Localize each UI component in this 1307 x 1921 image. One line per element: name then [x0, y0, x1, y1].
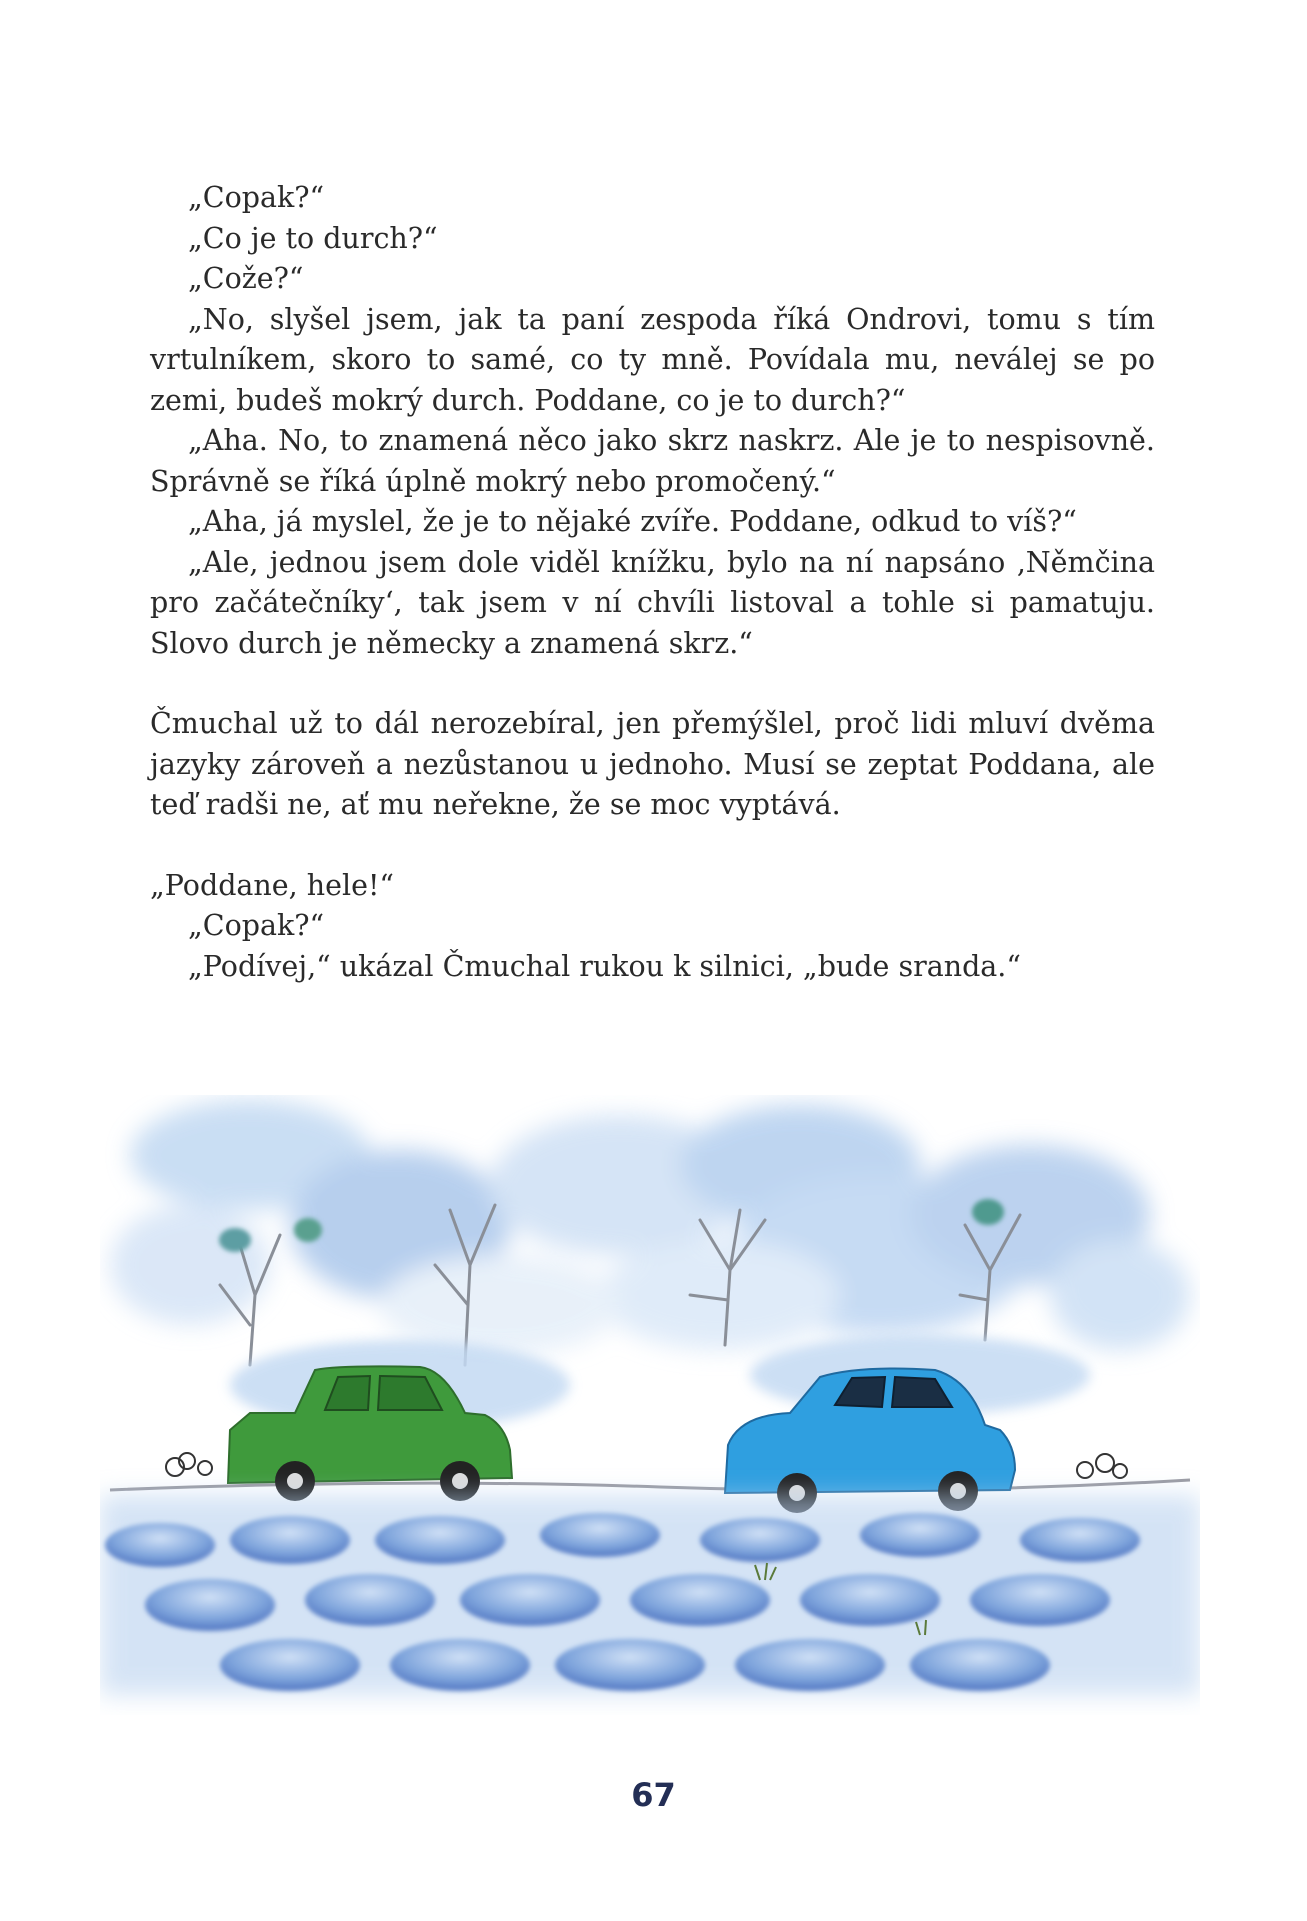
paragraph: „Copak?“	[188, 181, 325, 214]
page-number: 67	[631, 1776, 676, 1814]
paragraph: „Aha, já myslel, že je to nějaké zvíře. Poddane, odkud to víš?“	[188, 505, 1077, 538]
paragraph: „Ale, jednou jsem dole viděl knížku, bylo na ní napsáno ‚Němčina pro začátečníky‘, tak jsem v ní chvíli listoval a tohle si pamatuju. Slovo durch je německy a znamená skrz.“	[150, 545, 1155, 660]
paragraph: „Co je to durch?“	[188, 221, 438, 255]
paragraph: „Poddane, hele!“	[150, 868, 394, 902]
paragraph: „Copak?“	[188, 909, 325, 942]
sky-wash	[110, 1100, 1190, 1355]
watercolor-illustration	[100, 1095, 1200, 1715]
paragraph: Čmuchal už to dál nerozebíral, jen přemýšlel, proč lidi mluví dvěma jazyky zároveň a nezůstanou u jednoho. Musí se zeptat Poddana, ale teď radši ne, ať mu neřekne, že se moc vyptává.	[150, 707, 1155, 821]
paragraph: „Aha. No, to znamená něco jako skrz naskrz. Ale je to nespisovně. Správně se říká úplně mokrý nebo promočený.“	[150, 424, 1155, 498]
paragraph: „Cože?“	[188, 262, 304, 295]
paragraph: „Podívej,“ ukázal Čmuchal rukou k silnici, „bude sranda.“	[188, 949, 1021, 983]
paragraph-gap	[150, 826, 1155, 866]
story-text	[150, 178, 1155, 987]
paragraph: „No, slyšel jsem, jak ta paní zespoda říká Ondrovi, tomu s tím vrtulníkem, skoro to samé, co ty mně. Povídala mu, neválej se po zemi, budeš mokrý durch. Poddane, co je to durch?“	[150, 302, 1155, 417]
paragraph-gap	[150, 664, 1155, 704]
